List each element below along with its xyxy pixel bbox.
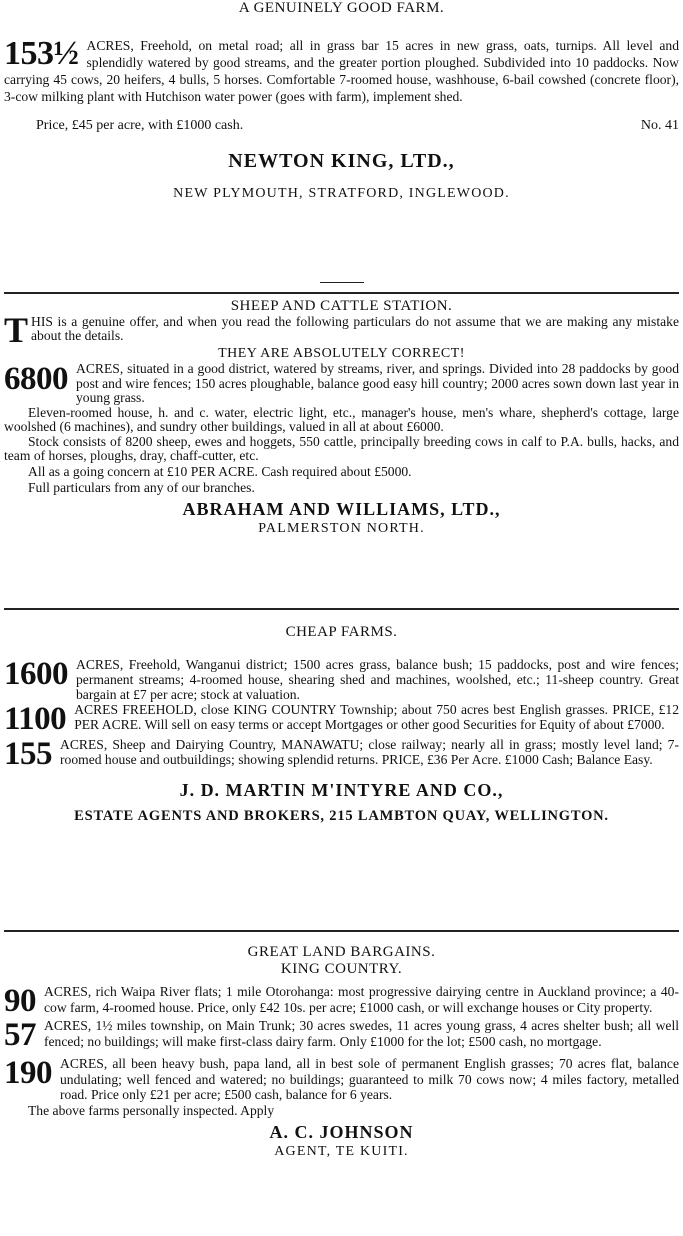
ad-body (4, 37, 679, 105)
listing-item (4, 657, 679, 702)
ad-paragraph: All as a going concern at £10 PER ACRE. Cash required about £5000. (28, 463, 412, 479)
firm-name: NEWTON KING, LTD., (228, 150, 455, 172)
ad-intro (4, 310, 679, 350)
acreage-number: 155 (4, 736, 52, 772)
ad-paragraph: Full particulars from any of our branches. (28, 479, 255, 495)
firm-address: NEW PLYMOUTH, STRATFORD, INGLEWOOD. (173, 186, 510, 201)
drop-cap: T (4, 310, 29, 350)
listing-item (4, 701, 679, 737)
firm-address: AGENT, TE KUITI. (274, 1143, 409, 1159)
ad-paragraph: Stock consists of 8200 sheep, ewes and hoggets, 550 cattle, principally breeding cows in calf to P.A. bulls, hacks, and team of horses, ploughs, dray, chaff-cutter, etc. (4, 433, 679, 463)
firm-name: ABRAHAM AND WILLIAMS, LTD., (182, 498, 501, 519)
short-divider (320, 282, 364, 283)
ad-text: ACRES, situated in a good district, watered by streams, river, and springs. Divided into 28 paddocks by good post and wire fences; 150 acres ploughable, balance good easy hill country; 2000 acres sown down last year in young grass. (76, 361, 679, 405)
ad-heading: A GENUINELY GOOD FARM. (238, 0, 445, 16)
section-divider (4, 930, 679, 932)
ad-paragraph: Eleven-roomed house, h. and c. water, electric light, etc., manager's house, men's whare, shepherd's cottage, large woolshed (6 machines), and sundry other buildings, valued in all at about £6000. (4, 404, 679, 434)
ad-body (4, 362, 679, 406)
listing-text: ACRES, all been heavy bush, papa land, all in best sole of permanent English grasses; 70 acres flat, balance undulating; well fenced and watered; no buildings; guaranteed to milk 70 cows now; 4 miles factory, metalled road. Price only £21 per acre; £500 cash, balance for 6 years. (60, 1056, 679, 1102)
ad-sheep-cattle-station (4, 298, 679, 538)
listing-text: ACRES, 1½ miles township, on Main Trunk; 30 acres swedes, 11 acres young grass, 4 acres shelter bush; all well fenced; no buildings; will make first-class dairy farm. Only £1000 for the lot; £500 cash, no mortgage. (44, 1018, 679, 1049)
ad-great-land-bargains (4, 944, 679, 1161)
acreage-number: 6800 (4, 361, 68, 397)
ad-heading: SHEEP AND CATTLE STATION. (230, 298, 453, 314)
ad-text: ACRES, Freehold, on metal road; all in grass bar 15 acres in new grass, oats, turnips. All level and splendidly watered by good streams, and the greater portion ploughed. Subdivided into 10 paddocks. Now carrying 45 cows, 20 heifers, 4 bulls, 5 horses. Comfortable 7-roomed house, washhouse, 6-bail cowshed (concrete floor), 3-cow milking plant with Hutchison water power (goes with farm), implement shed. (4, 38, 679, 104)
section-divider (4, 292, 679, 294)
ad-subheading: KING COUNTRY. (280, 961, 403, 977)
listing-text: ACRES FREEHOLD, close KING COUNTRY Township; about 750 acres best English grasses. PRICE, £12 PER ACRE. Will sell on easy terms or accept Mortgages or other good Securities for Equity of about £7000. (74, 702, 679, 732)
listing-text: ACRES, Freehold, Wanganui district; 1500 acres grass, balance bush; 15 paddocks, post and wire fences; permanent streams; 4-roomed house, shearing shed and machines, woolshed, etc.; 11-sheep country. Great bargain at £7 per acre; stock at valuation. (76, 657, 679, 702)
listing-item (4, 736, 679, 772)
listing-item (4, 983, 679, 1019)
price-text: Price, £45 per acre, with £1000 cash. (36, 118, 244, 133)
ad-subheading: THEY ARE ABSOLUTELY CORRECT! (218, 346, 465, 361)
ad-footer: The above farms personally inspected. Apply (28, 1102, 275, 1118)
acreage-number: 90 (4, 983, 36, 1019)
intro-text: HIS is a genuine offer, and when you read the following particulars do not assume that we are making any mistake about the details. (31, 314, 679, 343)
listing-text: ACRES, Sheep and Dairying Country, MANAWATU; close railway; nearly all in grass; mostly level land; 7-roomed house and outbuildings; showing splendid returns. PRICE, £36 Per Acre. £1000 Cash; Balance Easy. (60, 737, 679, 767)
acreage-number: 153½ (4, 35, 79, 72)
listing-text: ACRES, rich Waipa River flats; 1 mile Otorohanga: most progressive dairying centre in Auckland province; a 40-cow farm, 4-roomed house. Price, only £42 10s. per acre; £1000 cash, or will exchange houses or City property. (44, 984, 679, 1015)
ad-genuinely-good-farm (4, 0, 679, 203)
acreage-number: 1100 (4, 701, 67, 737)
reference-number: No. 41 (640, 118, 679, 133)
acreage-number: 57 (4, 1017, 36, 1053)
firm-name: J. D. MARTIN M'INTYRE AND CO., (179, 780, 504, 800)
ad-cheap-farms (4, 624, 679, 825)
section-divider (4, 608, 679, 610)
firm-address: PALMERSTON NORTH. (258, 520, 425, 536)
firm-address: ESTATE AGENTS AND BROKERS, 215 LAMBTON QUAY, WELLINGTON. (74, 808, 609, 824)
ad-heading: GREAT LAND BARGAINS. (247, 944, 436, 960)
price-row (4, 117, 679, 135)
listing-item (4, 1017, 679, 1053)
listing-item (4, 1056, 679, 1103)
acreage-number: 190 (4, 1055, 52, 1091)
acreage-number: 1600 (4, 656, 68, 692)
ad-heading: CHEAP FARMS. (285, 624, 398, 640)
firm-name: A. C. JOHNSON (269, 1121, 414, 1142)
